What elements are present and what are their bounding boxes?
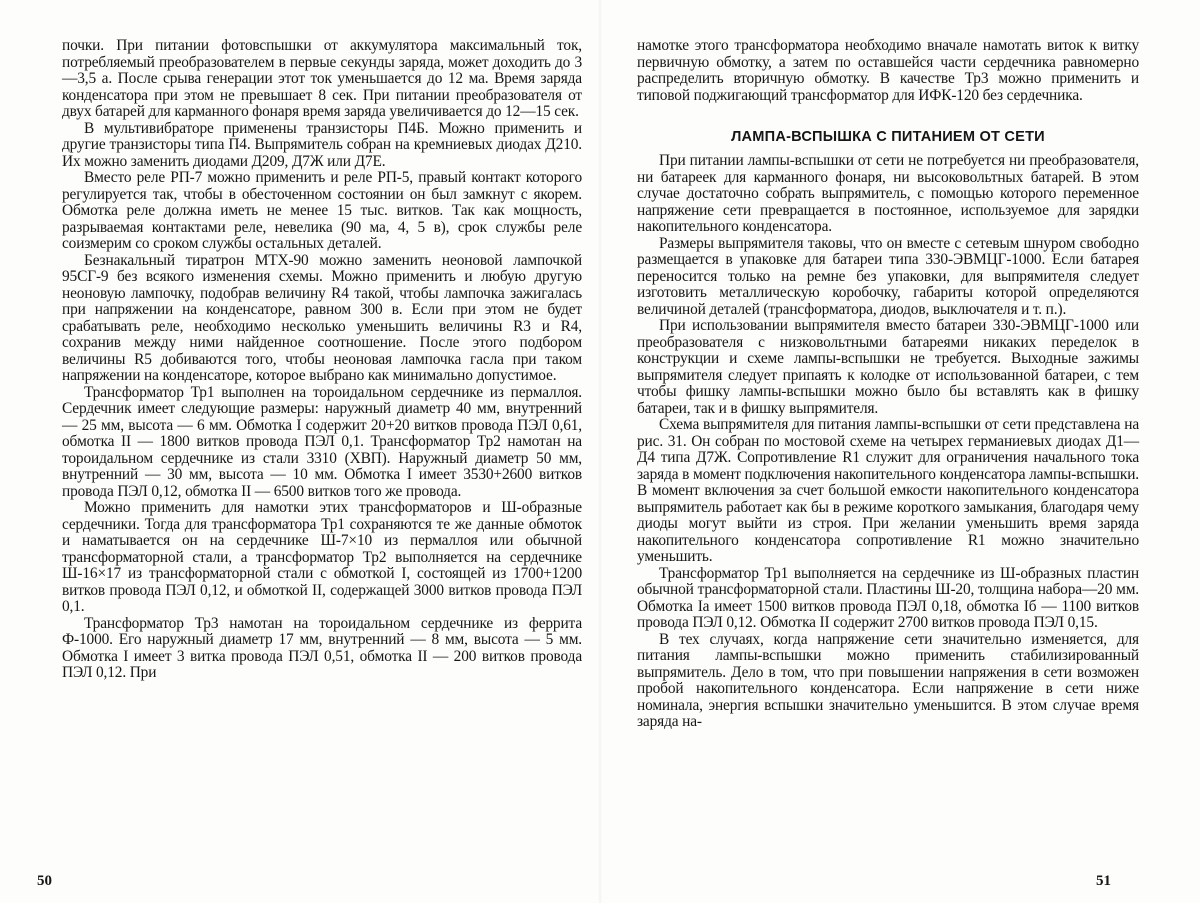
- left-page: [62, 38, 582, 682]
- section-heading: ЛАМПА-ВСПЫШКА С ПИТАНИЕМ ОТ СЕТИ: [731, 129, 1045, 145]
- right-paragraph-5: Схема выпрямителя для питания лампы-вспышки от сети представлена на рис. 31. Он собран по мостовой схеме на четырех германиевых диодах Д1—Д4 типа Д7Ж. Сопротивление R1 служит для ограничения начального тока заряда в момент подключения накопительного конденсатора лампы-вспышки. В момент включения за счет большой емкости накопительного конденсатора выпрямитель работает как бы в режиме короткого замыкания, благодаря чему диоды могут выйти из строя. При желании уменьшить время заряда накопительного конденсатора сопротивление R1 можно значительно уменьшить.: [637, 416, 1139, 565]
- right-paragraph-2: При питании лампы-вспышки от сети не потребуется ни преобразователя, ни батареек для карманного фонаря, ни высоковольтных батарей. В этом случае достаточно собрать выпрямитель, с помощью которого переменное напряжение сети превращается в постоянное, используемое для зарядки накопительного конденсатора.: [637, 152, 1139, 235]
- right-paragraph-7: В тех случаях, когда напряжение сети значительно изменяется, для питания лампы-вспышки можно применить стабилизированный выпрямитель. Дело в том, что при повышении напряжения в сети возможен пробой накопительного конденсатора. Если напряжение в сети ниже номинала, энергия вспышки значительно уменьшится. В этом случае время заряда на-: [637, 630, 1139, 730]
- right-paragraph-6: Трансформатор Тр1 выполняется на сердечнике из Ш-образных пластин обычной трансформаторной стали. Пластины Ш-20, толщина набора—20 мм. Обмотка Iа имеет 1500 витков провода ПЭЛ 0,18, обмотка Iб — 1100 витков провода ПЭЛ 0,12. Обмотка II содержит 2700 витков провода ПЭЛ 0,15.: [637, 564, 1139, 631]
- page-gutter: [598, 0, 602, 903]
- left-paragraph-3: Вместо реле РП-7 можно применить и реле РП-5, правый контакт которого регулируется так, чтобы в обесточенном состоянии он был замкнут с якорем. Обмотка реле должна иметь не менее 15 тыс. витков. Так как мощность, разрываемая контактами реле, невелика (90 ма, 4, 5 в), срок службы реле соизмерим со сроком службы остальных деталей.: [62, 169, 582, 252]
- page-number-right: 51: [1096, 873, 1111, 889]
- left-paragraph-5: Трансформатор Тр1 выполнен на тороидальном сердечнике из пермаллоя. Сердечник имеет следующие размеры: наружный диаметр 40 мм, внутренний — 25 мм, высота — 6 мм. Обмотка I содержит 20+20 витков провода ПЭЛ 0,61, обмотка II — 1800 витков провода ПЭЛ 0,1. Трансформатор Тр2 намотан на тороидальном сердечнике из стали 3310 (ХВП). Наружный диаметр 50 мм, внутренний — 30 мм, высота — 10 мм. Обмотка I имеет 3530+2600 витков провода ПЭЛ 0,12, обмотка II — 6500 витков того же провода.: [62, 383, 582, 500]
- right-paragraph-3: Размеры выпрямителя таковы, что он вместе с сетевым шнуром свободно размещается в упаковке для батареи типа 330-ЭВМЦГ-1000. Если батарея переносится только на ремне без упаковки, для выпрямителя следует изготовить металлическую коробочку, габариты которой определяются величиной деталей (трансформатора, диодов, выключателя и т. п.).: [637, 234, 1139, 318]
- left-paragraph-4: Безнакальный тиратрон МТХ-90 можно заменить неоновой лампочкой 95СГ-9 без всякого изменения схемы. Можно применить и любую другую неоновую лампочку, подобрав величину R4 такой, чтобы лампочка зажигалась при напряжении на конденсаторе, равном 300 в. Если при этом не будет срабатывать реле, необходимо несколько уменьшить величины R3 и R4, сохранив между ними найденное соотношение. После этого подбором величины R5 добиваются того, чтобы неоновая лампочка гасла при таком напряжении на конденсаторе, которое выбрано как минимально допустимое.: [62, 251, 582, 384]
- left-paragraph-6: Можно применить для намотки этих трансформаторов и Ш-образные сердечники. Тогда для трансформатора Тр1 сохраняются те же данные обмоток и наматывается он на сердечнике Ш-7×10 из пермаллоя или обычной трансформаторной стали, а трансформатор Тр2 выполняется на сердечнике Ш-16×17 из трансформаторной стали с обмоткой I, состоящей из 1700+1200 витков провода ПЭЛ 0,12, и обмоткой II, содержащей 3000 витков провода ПЭЛ 0,1.: [62, 499, 582, 615]
- left-paragraph-1: почки. При питании фотовспышки от аккумулятора максимальный ток, потребляемый преобразователем в первые секунды заряда, может доходить до 3—3,5 а. После срыва генерации этот ток уменьшается до 12 ма. Время заряда конденсатора при этом не превышает 8 сек. При питании преобразователя от двух батарей для карманного фонаря время заряда увеличивается до 12—15 сек.: [62, 37, 582, 120]
- page-number-left: 50: [37, 873, 52, 889]
- right-paragraph-1: намотке этого трансформатора необходимо вначале намотать виток к витку первичную обмотку, а затем по оставшейся части сердечника равномерно распределить вторичную обмотку. В качестве Тр3 можно применить и типовой поджигающий трансформатор для ИФК-120 без сердечника.: [637, 37, 1139, 104]
- left-paragraph-2: В мультивибраторе применены транзисторы П4Б. Можно применить и другие транзисторы типа П4. Выпрямитель собран на кремниевых диодах Д210. Их можно заменить диодами Д209, Д7Ж или Д7Е.: [62, 119, 582, 170]
- right-paragraph-4: При использовании выпрямителя вместо батареи 330-ЭВМЦГ-1000 или преобразователя с низковольтными батареями никаких переделок в конструкции и схеме лампы-вспышки не требуется. Выходные зажимы выпрямителя следует припаять к колодке от использованной батареи, с тем чтобы фишку лампы-вспышки можно было бы вставлять как в фишку батареи, так и в фишку выпрямителя.: [637, 317, 1139, 417]
- right-page: [637, 38, 1139, 731]
- left-paragraph-7: Трансформатор Тр3 намотан на тороидальном сердечнике из феррита Ф-1000. Его наружный диаметр 17 мм, внутренний — 8 мм, высота — 5 мм. Обмотка I имеет 3 витка провода ПЭЛ 0,51, обмотка II — 200 витков провода ПЭЛ 0,12. При: [62, 614, 582, 681]
